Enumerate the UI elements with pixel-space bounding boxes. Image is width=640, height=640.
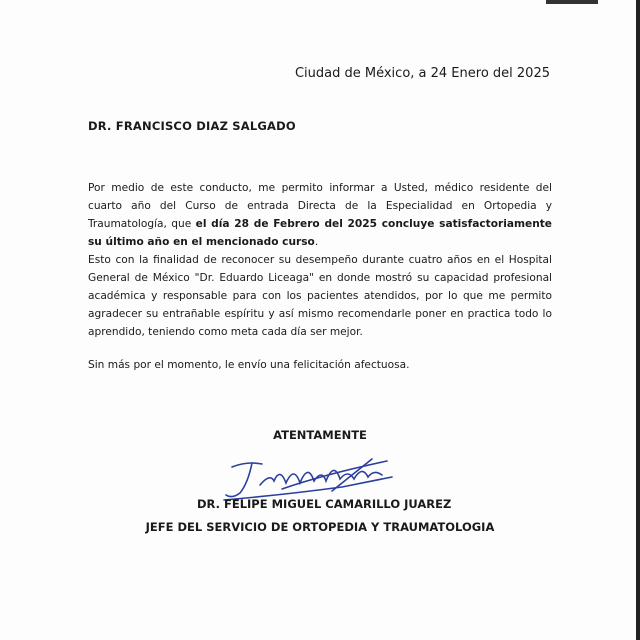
closing: ATENTAMENTE [273, 428, 367, 442]
paragraph-farewell: Sin más por el momento, le envío una felicitación afectuosa. [88, 359, 410, 371]
notice-intro: Por medio de este conducto, me permito informar a Usted, médico residente del cuarto año del Curso de entrada Directa de la Especialidad en Ortopedia y Traumatología, que [88, 182, 552, 230]
paragraph-recognition: Esto con la finalidad de reconocer su desempeño durante cuatro años en el Hospital General de México "Dr. Eduardo Liceaga" en donde mostró su capacidad profesional académica y responsable para con los pacientes atendidos, por lo que me permito agradecer su entrañable espíritu y así mismo recomendarle poner en practica todo lo aprendido, teniendo como meta cada día ser mejor. [88, 254, 552, 338]
paragraph-notice [88, 179, 552, 251]
signer-title: JEFE DEL SERVICIO DE ORTOPEDIA Y TRAUMATOLOGIA [145, 520, 495, 534]
notice-end: . [314, 236, 319, 248]
scan-mark [546, 0, 598, 4]
date-line: Ciudad de México, a 24 Enero del 2025 [294, 66, 550, 81]
recipient-name: DR. FRANCISCO DIAZ SALGADO [88, 119, 296, 133]
scan-edge [636, 0, 640, 640]
signer-name: DR. FELIPE MIGUEL CAMARILLO JUAREZ [197, 497, 452, 511]
notice-bold: el día 28 de Febrero del 2025 concluye satisfactoriamente su último año en el mencionado curso [88, 218, 552, 248]
